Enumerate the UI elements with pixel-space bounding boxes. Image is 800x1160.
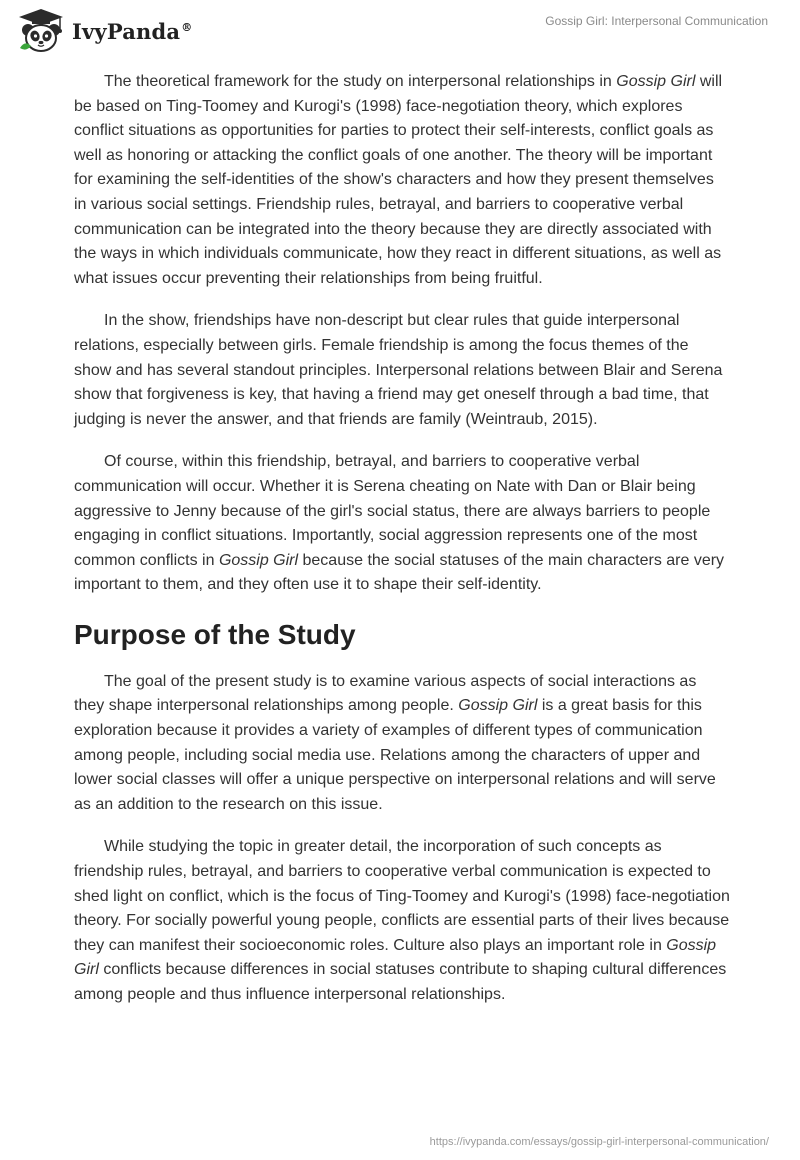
document-title: Gossip Girl: Interpersonal Communication — [545, 14, 768, 28]
logo-wordmark: IvyPanda® — [72, 18, 193, 44]
registered-mark: ® — [181, 20, 193, 34]
show-title: Gossip Girl — [74, 936, 717, 979]
paragraph-4: The goal of the present study is to examine various aspects of social interactions as they shape interpersonal relationships among people. Gossip Girl is a great basis for this exploration because it provides a variety of examples of different types of communication among people, including social media use. Relations among the characters of upper and lower social classes will offer a unique perspective on interpersonal relations and will serve as an addition to the research on this issue. — [74, 672, 716, 813]
ivypanda-logo[interactable] — [16, 8, 192, 54]
page-header — [0, 0, 800, 62]
paragraph-1: The theoretical framework for the study on interpersonal relationships in Gossip Girl will be based on Ting-Toomey and Kurogi's (1998) face-negotiation theory, which explores conflict situations as opportunities for parties to protect their self-interests, conflict goals as well as honoring or attacking the conflict goals of one another. The theory will be important for examining the self-identities of the show's characters and how they present themselves in various social settings. Friendship rules, betrayal, and barriers to cooperative verbal communication can be integrated into the theory because they are directly associated with the ways in which individuals communicate, how they react in different situations, as well as what issues occur preventing their relationships from being fruitful. — [74, 73, 723, 287]
show-title: Gossip Girl — [458, 697, 538, 715]
paragraph-2: In the show, friendships have non-descript but clear rules that guide interpersonal relations, especially between girls. Female friendship is among the focus themes of the show and has several standout principles. Interpersonal relations between Blair and Serena show that forgiveness is key, that having a friend may get oneself through a bad time, that judging is never the answer, and that friends are family (Weintraub, 2015). — [74, 312, 723, 428]
show-title: Gossip Girl — [616, 73, 696, 90]
paragraph-5: While studying the topic in greater detail, the incorporation of such concepts as friendship rules, betrayal, and barriers to cooperative verbal communication is expected to shed light on conflict, which is the focus of Ting-Toomey and Kurogi's (1998) face-negotiation theory. For socially powerful young people, conflicts are essential parts of their lives because they can manifest their socioeconomic roles. Culture also plays an important role in Gossip Girl conflicts because differences in social statuses contribute to shaping cultural differences among people and thus influence interpersonal relationships. — [74, 838, 730, 1003]
source-url[interactable]: https://ivypanda.com/essays/gossip-girl-interpersonal-communication/ — [429, 1136, 769, 1148]
panda-graduation-icon — [16, 8, 66, 54]
show-title: Gossip Girl — [218, 551, 299, 569]
essay-body — [74, 70, 730, 1026]
paragraph-3: Of course, within this friendship, betrayal, and barriers to cooperative verbal communication will occur. Whether it is Serena cheating on Nate with Dan or Blair being aggressive to Jenny because of the girl's social status, there are always barriers to people engaging in conflict situations. Importantly, social aggression represents one of the most common conflicts in Gossip Girl because the social statuses of the main characters are very important to them, and they often use it to shape their self-identity. — [74, 453, 725, 594]
section-heading-purpose: Purpose of the Study — [74, 618, 356, 650]
